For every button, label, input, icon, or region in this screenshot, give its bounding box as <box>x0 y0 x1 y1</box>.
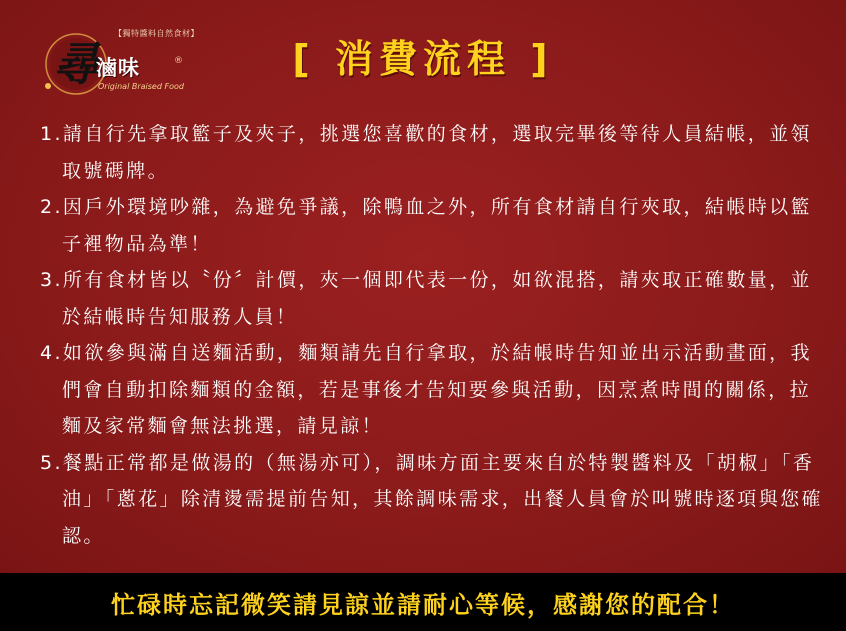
brand-tagline: 【獨特醬料自然食材】 <box>114 29 199 38</box>
brand-english-name: Original Braised Food <box>98 82 184 91</box>
rule-item-4: 4.如欲參與滿自送麵活動，麵類請先自行拿取，於結帳時告知並出示活動畫面，我們會自動扣除麵類的金額，若是事後才告知要參與活動，因烹煮時間的關係，拉麵及家常麵會無法挑選，請見諒！ <box>40 342 812 437</box>
rule-item-5: 5.餐點正常都是做湯的（無湯亦可），調味方面主要來自於特製醬料及「胡椒」「香油」「蔥花」除清燙需提前告知，其餘調味需求，出餐人員會於叫號時逐項與您確認。 <box>40 451 823 547</box>
footer-banner <box>0 573 846 631</box>
page-title: [ 消費流程 ] <box>292 37 554 81</box>
rule-item-1: 1.請自行先拿取籃子及夾子，挑選您喜歡的食材，選取完畢後等待人員結帳，並領取號碼牌。 <box>40 123 812 182</box>
registered-mark: ® <box>174 56 183 66</box>
footer-message: 忙碌時忘記微笑請見諒並請耐心等候，感謝您的配合！ <box>111 590 735 619</box>
rule-item-3: 3.所有食材皆以〝份〞計價，夾一個即代表一份，如欲混搭，請夾取正確數量，並於結帳時告知服務人員！ <box>40 269 812 328</box>
brand-name: 滷味 <box>96 56 140 80</box>
rules-list <box>40 116 830 554</box>
rule-item-2: 2.因戶外環境吵雜，為避免爭議，除鴨血之外，所有食材請自行夾取，結帳時以籃子裡物品為準！ <box>40 196 812 255</box>
svg-text:尋: 尋 <box>53 37 99 91</box>
